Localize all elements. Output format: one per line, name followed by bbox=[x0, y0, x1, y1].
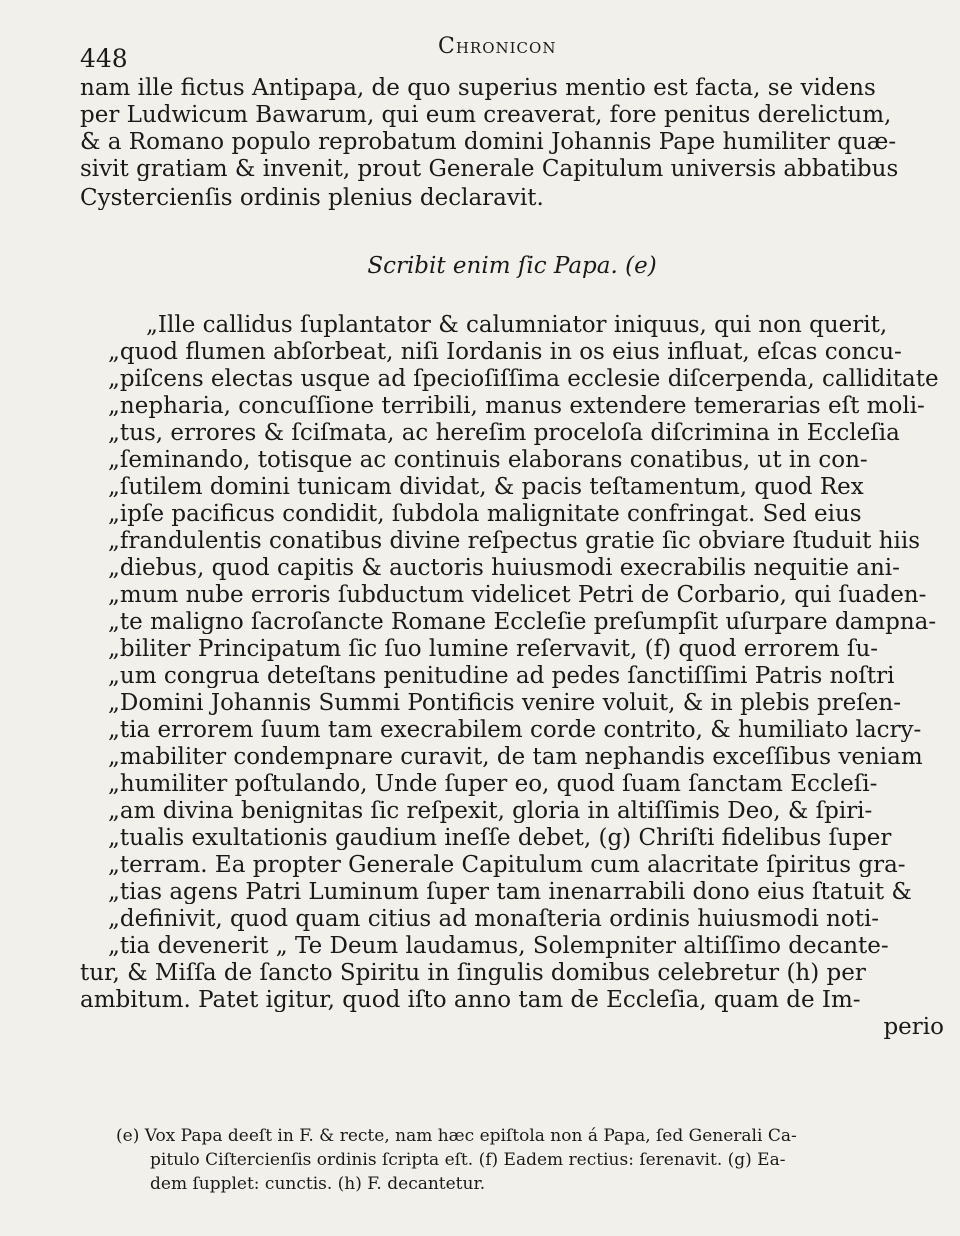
footnote-line: (e) Vox Papa deeſt in F. & recte, nam hæc epiſtola non á Papa, ſed Generali Ca- bbox=[116, 1126, 797, 1146]
text-line: & a Romano populo reprobatum domini Johannis Pape humiliter quæ- bbox=[80, 130, 897, 154]
text-line: perio bbox=[883, 1015, 944, 1039]
quote-line: „Ille callidus ſuplantator & calumniator iniquus, qui non querit, bbox=[146, 313, 888, 337]
quote-line: „mum nube erroris ſubductum videlicet Petri de Corbario, qui ſuaden- bbox=[108, 583, 927, 607]
quote-line: „am divina benignitas ſic reſpexit, gloria in altiſſimis Deo, & ſpiri- bbox=[108, 799, 873, 823]
quote-line: „nepharia, concuſſione terribili, manus extendere temerarias eſt moli- bbox=[108, 394, 925, 418]
quote-line: „definivit, quod quam citius ad monaſteria ordinis huiusmodi noti- bbox=[108, 907, 880, 931]
quote-line: „ipſe pacificus condidit, ſubdola malignitate confringat. Sed eius bbox=[108, 502, 862, 526]
section-heading: Scribit enim ſic Papa. (e) bbox=[367, 254, 657, 278]
quote-line: „ſutilem domini tunicam dividat, & pacis teſtamentum, quod Rex bbox=[108, 475, 864, 499]
quote-line: „tia devenerit „ Te Deum laudamus, Solempniter altiſſimo decante- bbox=[108, 934, 889, 958]
quote-line: „Domini Johannis Summi Pontificis venire voluit, & in plebis preſen- bbox=[108, 691, 901, 715]
text-line: ambitum. Patet igitur, quod iſto anno tam de Eccleſia, quam de Im- bbox=[80, 988, 861, 1012]
page-number: 448 bbox=[80, 44, 128, 73]
quote-line: „biliter Principatum ſic ſuo lumine reſervavit, (f) quod errorem ſu- bbox=[108, 637, 879, 661]
quote-line: „te maligno ſacroſancte Romane Eccleſie preſumpſit uſurpare dampna- bbox=[108, 610, 937, 634]
quote-line: „mabiliter condempnare curavit, de tam nephandis exceſſibus veniam bbox=[108, 745, 923, 769]
quote-line: „terram. Ea propter Generale Capitulum cum alacritate ſpiritus gra- bbox=[108, 853, 906, 877]
text-line: Cystercienſis ordinis plenius declaravit. bbox=[80, 186, 544, 210]
text-line: nam ille fictus Antipapa, de quo superius mentio est facta, se videns bbox=[80, 76, 876, 100]
footnote-line: dem ſupplet: cunctis. (h) F. decantetur. bbox=[150, 1174, 486, 1194]
quote-line: „tualis exultationis gaudium ineſſe debet, (g) Chriſti fidelibus ſuper bbox=[108, 826, 892, 850]
quote-line: „tia errorem ſuum tam execrabilem corde contrito, & humiliato lacry- bbox=[108, 718, 922, 742]
running-title: Chronicon bbox=[438, 34, 557, 59]
quote-line: „tias agens Patri Luminum ſuper tam inenarrabili dono eius ſtatuit & bbox=[108, 880, 912, 904]
quote-line: „quod flumen abſorbeat, niſi Iordanis in os eius influat, eſcas concu- bbox=[108, 340, 902, 364]
text-line: tur, & Miſſa de ſancto Spiritu in ſingulis domibus celebretur (h) per bbox=[80, 961, 866, 985]
quote-line: „ſeminando, totisque ac continuis elaborans conatibus, ut in con- bbox=[108, 448, 868, 472]
quote-line: „piſcens electas usque ad ſpecioſiſſima ecclesie diſcerpenda, calliditate bbox=[108, 367, 939, 391]
quote-line: „frandulentis conatibus divine reſpectus gratie ſic obviare ſtuduit hiis bbox=[108, 529, 921, 553]
page-header bbox=[80, 34, 920, 73]
quote-line: „um congrua deteſtans penitudine ad pedes ſanctiſſimi Patris noſtri bbox=[108, 664, 895, 688]
quote-line: „diebus, quod capitis & auctoris huiusmodi execrabilis nequitie ani- bbox=[108, 556, 900, 580]
quote-line: „humiliter poſtulando, Unde ſuper eo, quod ſuam ſanctam Eccleſi- bbox=[108, 772, 878, 796]
text-line: sivit gratiam & invenit, prout Generale Capitulum universis abbatibus bbox=[80, 157, 899, 181]
text-line: per Ludwicum Bawarum, qui eum creaverat, fore penitus derelictum, bbox=[80, 103, 892, 127]
footnote-line: pitulo Ciſtercienſis ordinis ſcripta eſt. (f) Eadem rectius: ſerenavit. (g) Ea- bbox=[150, 1150, 786, 1170]
quote-line: „tus, errores & ſciſmata, ac hereſim proceloſa diſcrimina in Eccleſia bbox=[108, 421, 900, 445]
